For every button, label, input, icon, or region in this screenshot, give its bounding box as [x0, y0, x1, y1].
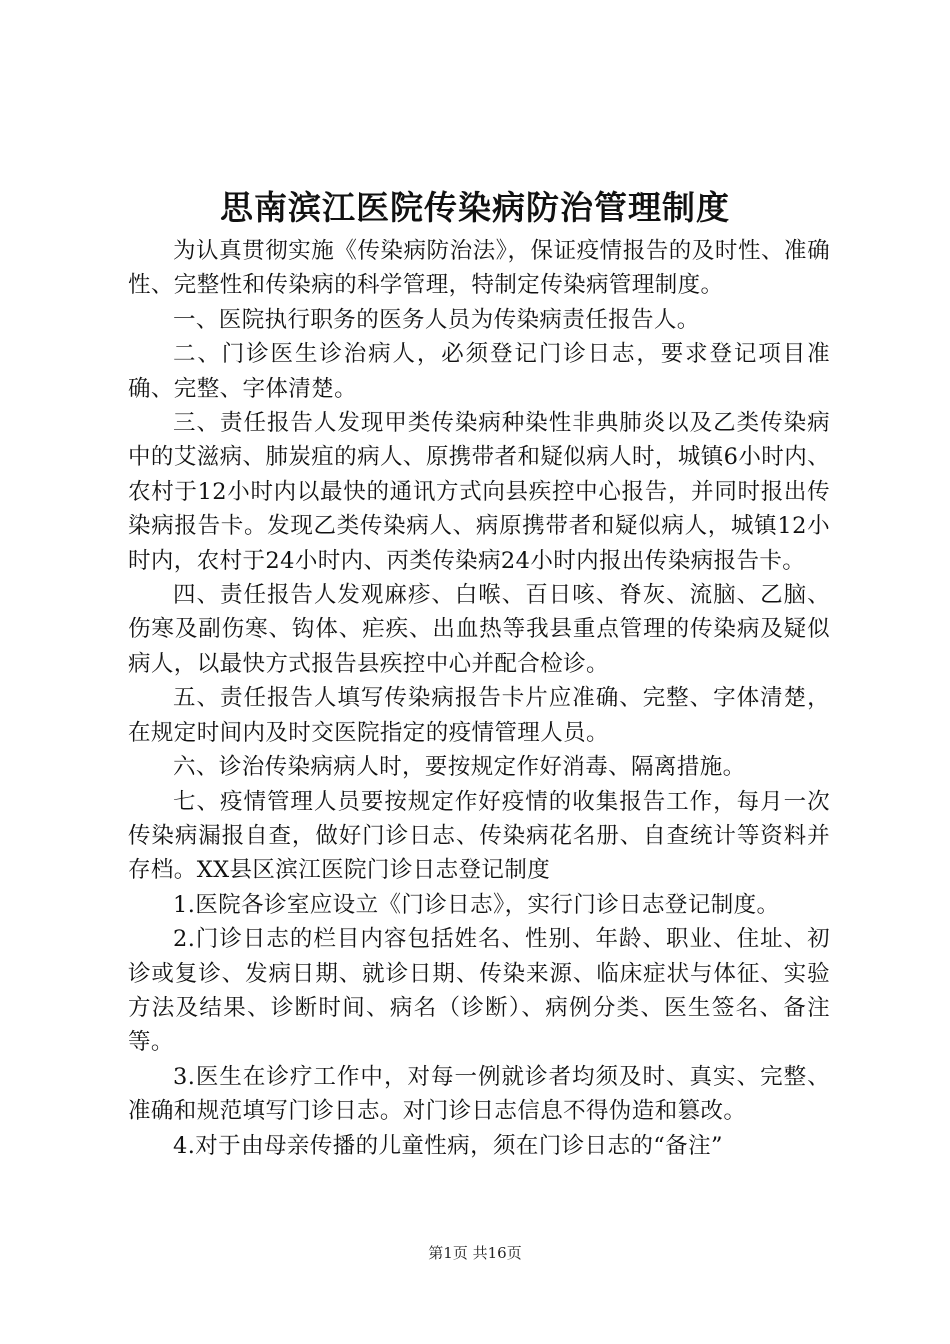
paragraph-log-item-2: 2.门诊日志的栏目内容包括姓名、性别、年龄、职业、住址、初诊或复诊、发病日期、就诊日期、传染来源、临床症状与体征、实验方法及结果、诊断时间、病名（诊断）、病例分类、医生签名、备注等。 — [128, 926, 830, 1056]
paragraph-rule-3: 三、责任报告人发现甲类传染病种染性非典肺炎以及乙类传染病中的艾滋病、肺炭疽的病人、原携带者和疑似病人时，城镇6小时内、农村于12小时内以最快的通讯方式向县疾控中心报告，并同时报出传染病报告卡。发现乙类传染病人、病原携带者和疑似病人，城镇12小时内，农村于24小时内、丙类传染病24小时内报出传染病报告卡。 — [128, 410, 830, 574]
paragraph-log-item-4: 4.对于由母亲传播的儿童性病，须在门诊日志的“备注” — [173, 1132, 723, 1159]
paragraph-rule-6: 六、诊治传染病病人时，要按规定作好消毒、隔离措施。 — [173, 754, 746, 781]
paragraph-intro: 为认真贯彻实施《传染病防治法》，保证疫情报告的及时性、准确性、完整性和传染病的科学管理，特制定传染病管理制度。 — [128, 238, 830, 299]
page-number: 第1页 — [428, 1244, 468, 1262]
paragraph-log-item-3: 3.医生在诊疗工作中，对每一例就诊者均须及时、真实、完整、准确和规范填写门诊日志。对门诊日志信息不得伪造和篡改。 — [128, 1063, 830, 1125]
paragraph-rule-2: 二、门诊医生诊治病人，必须登记门诊日志，要求登记项目准确、完整、字体清楚。 — [128, 341, 830, 402]
paragraph-log-item-1: 1.医院各诊室应设立《门诊日志》，实行门诊日志登记制度。 — [173, 891, 780, 918]
document-title: 思南滨江医院传染病防治管理制度 — [220, 188, 730, 227]
paragraph-rule-5: 五、责任报告人填写传染病报告卡片应准确、完整、字体清楚，在规定时间内及时交医院指定的疫情管理人员。 — [128, 685, 830, 746]
paragraph-rule-7: 七、疫情管理人员要按规定作好疫情的收集报告工作，每月一次传染病漏报自查，做好门诊日志、传染病花名册、自查统计等资料并存档。XX县区滨江医院门诊日志登记制度 — [128, 788, 830, 884]
paragraph-rule-4: 四、责任报告人发观麻疹、白喉、百日咳、脊灰、流脑、乙脑、伤寒及副伤寒、钩体、疟疾、出血热等我县重点管理的传染病及疑似病人，以最快方式报告县疾控中心并配合检诊。 — [128, 582, 830, 677]
paragraph-rule-1: 一、医院执行职务的医务人员为传染病责任报告人。 — [173, 306, 700, 333]
page-footer — [0, 1242, 950, 1264]
document-body — [128, 234, 830, 1163]
page-total: 共16页 — [472, 1244, 522, 1262]
